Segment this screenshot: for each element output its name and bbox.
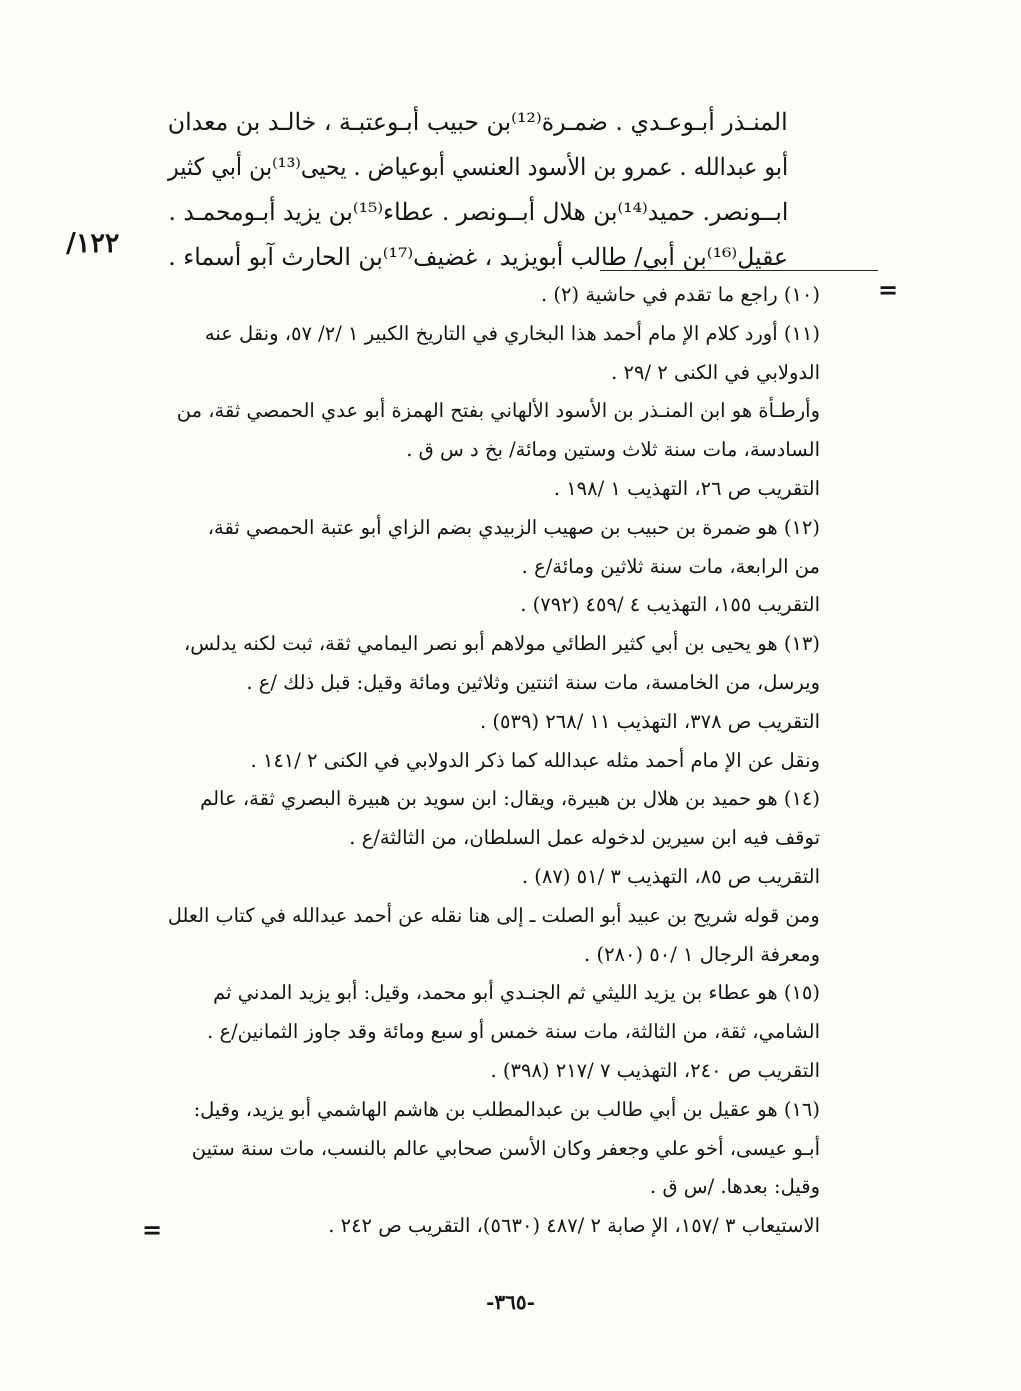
footnote-line: (١٠) راجع ما تقدم في حاشية (٢) . <box>541 283 820 306</box>
footnote-line: ونقل عن الإ مام أحمد مثله عبدالله كما ذكر الدولابي في الكنى ٢ /١٤١ . <box>250 748 820 772</box>
footnote-line: التقريب ص ٢٦، التهذيب ١ /١٩٨ . <box>553 476 820 500</box>
footnote-line: الاستيعاب ٣ /١٥٧، الإ صابة ٢ /٤٨٧ (٥٦٣٠)، التقريب ص ٢٤٢ . <box>328 1214 820 1238</box>
footnote-separator-rule <box>600 270 878 271</box>
footnote-line: الدولابي في الكنى ٢ /٢٩ . <box>611 360 820 384</box>
margin-mark-bottom: = <box>142 1215 163 1244</box>
footnotes-block <box>168 276 820 1246</box>
page-number: -٣٦٥- <box>486 1290 535 1314</box>
main-text-line: المنـذر أبـوعـدي . ضمـرة⁽¹²⁾بن حبيب أبـوعتبـة ، خالـد بن معدان <box>168 108 788 136</box>
footnote-line: ومعرفة الرجال ١ /٥٠ (٢٨٠) . <box>584 942 820 966</box>
footnote-line: وأرطـأة هو ابن المنـذر بن الأسود الألهاني بفتح الهمزة أبو عدي الحمصي ثقة، من <box>176 399 820 423</box>
footnote-line: ويرسل، من الخامسة، مات سنة اثنتين وثلاثين ومائة وقيل: قبل ذلك /ع . <box>246 670 820 694</box>
footnote-line: (١٥) هو عطاء بن يزيد الليثي ثم الجنـدي أبو محمد، وقيل: أبو يزيد المدني ثم <box>213 981 820 1005</box>
main-text-line: أبو عبدالله . عمرو بن الأسود العنسي أبوعياض . يحيى⁽¹³⁾بن أبي كثير <box>167 153 788 181</box>
footnote-line: (١٢) هو ضمرة بن حبيب بن صهيب الزبيدي بضم الزاي أبو عتبة الحمصي ثقة، <box>207 515 820 539</box>
footnote-line: (١٦) هو عقيل بن أبي طالب بن عبدالمطلب بن هاشم الهاشمي أبو يزيد، وقيل: <box>193 1097 820 1121</box>
footnote-line: من الرابعة، مات سنة ثلاثين ومائة/ع . <box>521 554 820 578</box>
footnote-line: التقريب ١٥٥، التهذيب ٤ /٤٥٩ (٧٩٢) . <box>520 593 820 617</box>
footnote-line: توقف فيه ابن سيرين لدخوله عمل السلطان، من الثالثة/ع . <box>349 826 820 850</box>
footnote-line: التقريب ص ٣٧٨، التهذيب ١١ /٢٦٨ (٥٣٩) . <box>480 709 820 733</box>
footnote-line: (١١) أورد كلام الإ مام أحمد هذا البخاري في التاريخ الكبير ١ /٢/ ٥٧، ونقل عنه <box>204 321 820 345</box>
footnote-line: أبـو عيسى، أخو علي وجعفر وكان الأسن صحابي عالم بالنسب، مات سنة ستين <box>191 1136 820 1160</box>
footnote-line: التقريب ص ٨٥، التهذيب ٣ /٥١ (٨٧) . <box>521 864 820 888</box>
footnote-line: ومن قوله شريح بن عبيد أبو الصلت ـ إلى هنا نقله عن أحمد عبدالله في كتاب العلل <box>168 903 820 927</box>
footnote-line: التقريب ص ٢٤٠، التهذيب ٧ /٢١٧ (٣٩٨) . <box>490 1058 820 1082</box>
main-text-line: عقيل⁽¹⁶⁾بن أبي/ طالب أبويزيد ، غضيف⁽¹⁷⁾بن الحارث آبو أسماء . <box>168 243 788 271</box>
margin-mark-top: = <box>878 275 899 304</box>
footnote-line: (١٤) هو حميد بن هلال بن هبيرة، ويقال: ابن سويد بن هبيرة البصري ثقة، عالم <box>200 787 820 811</box>
main-text-line: ابــونصر. حميد⁽¹⁴⁾بن هلال أبــونصر . عطاء⁽¹⁵⁾بن يزيد أبـومحمـد . <box>168 198 788 226</box>
footnote-line: (١٣) هو يحيى بن أبي كثير الطائي مولاهم أبو نصر اليمامي ثقة، ثبت لكنه يدلس، <box>184 632 820 656</box>
margin-folio-reference: ١٢٢/ <box>66 228 120 259</box>
main-text-block <box>168 100 788 280</box>
footnote-line: السادسة، مات سنة ثلاث وستين ومائة/ بخ د س ق . <box>406 438 820 462</box>
footnote-line: وقيل: بعدها. /س ق . <box>650 1175 820 1199</box>
footnote-line: الشامي، ثقة، من الثالثة، مات سنة خمس أو سبع ومائة وقد جاوز الثمانين/ع . <box>207 1020 820 1044</box>
